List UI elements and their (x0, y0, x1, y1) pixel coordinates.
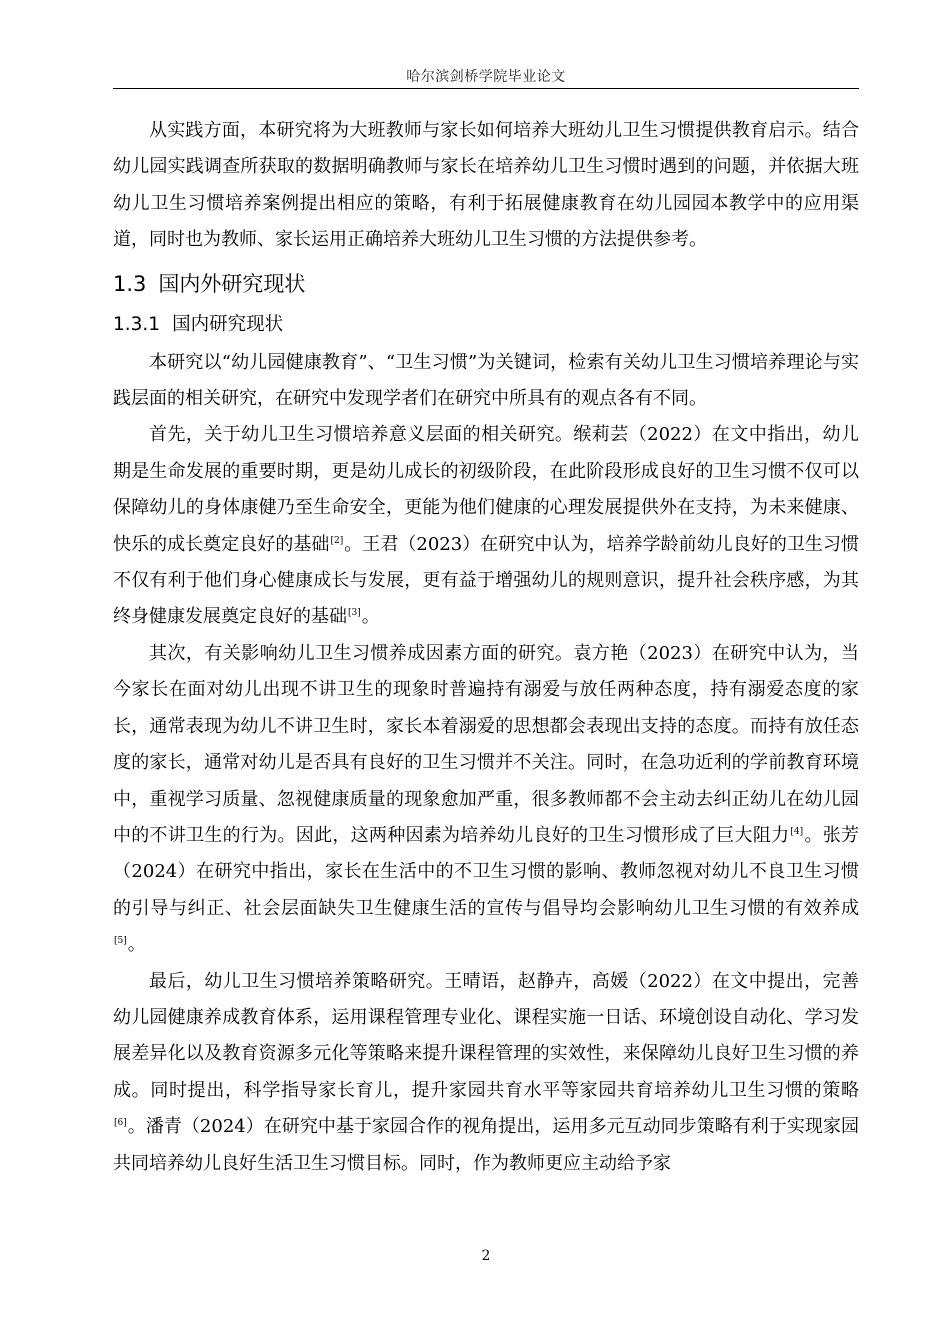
paragraph-text: 其次，有关影响幼儿卫生习惯养成因素方面的研究。袁方艳（2023）在研究中认为，当今家长在面对幼儿出现不讲卫生的现象时普遍持有溺爱与放任两种态度，持有溺爱态度的家长，通常表现为幼儿不讲卫生时，家长本着溺爱的思想都会表现出支持的态度。而持有放任态度的家长，通常对幼儿是否具有良好的卫生习惯并不关注。同时，在急功近利的学前教育环境中，重视学习质量、忽视健康质量的现象愈加严重，很多教师都不会主动去纠正幼儿在幼儿园中的不讲卫生的行为。因此，这两种因素为培养幼儿良好的卫生习惯形成了巨大阻力 (113, 642, 859, 846)
paragraph-first (113, 417, 859, 635)
header-rule (113, 88, 859, 89)
paragraph-practice: 从实践方面，本研究将为大班教师与家长如何培养大班幼儿卫生习惯提供教育启示。结合幼儿园实践调查所获取的数据明确教师与家长在培养幼儿卫生习惯时遇到的问题，并依据大班幼儿卫生习惯培养案例提出相应的策略，有利于拓展健康教育在幼儿园园本教学中的应用渠道，同时也为教师、家长运用正确培养大班幼儿卫生习惯的方法提供参考。 (113, 120, 859, 251)
paragraph-text: 。张芳（2024）在研究中指出，家长在生活中的不卫生习惯的影响、教师忽视对幼儿不良卫生习惯的引导与纠正、社会层面缺失卫生健康生活的宣传与倡导均会影响幼儿卫生习惯的有效养成 (113, 824, 859, 919)
paragraph-last (113, 964, 859, 1182)
paragraph-text: 。潘青（2024）在研究中基于家园合作的视角提出，运用多元互动同步策略有利于实现家园共同培养幼儿良好生活卫生习惯目标。同时，作为教师更应主动给予家 (113, 1116, 859, 1174)
citation-6: [6] (114, 1118, 127, 1129)
section-title: 国内外研究现状 (158, 271, 306, 296)
citation-2: [2] (330, 535, 344, 546)
page-body (113, 113, 859, 1182)
paragraph-text: 最后，幼儿卫生习惯培养策略研究。王晴语，赵静卉，高媛（2022）在文中提出，完善幼儿园健康养成教育体系，运用课程管理专业化、课程实施一日话、环境创设自动化、学习发展差异化以及教育资源多元化等策略来提升课程管理的实效性，来保障幼儿良好卫生习惯的养成。同时提出，科学指导家长育儿，提升家园共育水平等家园共育培养幼儿卫生习惯的策略 (113, 970, 859, 1101)
page-number: 2 (481, 1248, 491, 1264)
citation-4: [4] (790, 826, 804, 837)
paragraph-text: 。 (361, 606, 380, 628)
subsection-heading-1-3-1 (113, 305, 859, 345)
paragraph-text: 。王君（2023）在研究中认为，培养学龄前幼儿良好的卫生习惯不仅有利于他们身心健康成长与发展，更有益于增强幼儿的规则意识，提升社会秩序感，为其终身健康发展奠定良好的基础 (113, 533, 860, 628)
subsection-number: 1.3.1 (113, 313, 161, 335)
section-number: 1.3 (113, 271, 147, 296)
paragraph-second (113, 636, 859, 964)
citation-3: [3] (348, 608, 361, 619)
paragraph-intro: 本研究以“幼儿园健康教育”、“卫生习惯”为关键词，检索有关幼儿卫生习惯培养理论与实践层面的相关研究，在研究中发现学者们在研究中所具有的观点各有不同。 (113, 351, 859, 410)
citation-5: [5] (114, 936, 127, 947)
paragraph-text: 。 (127, 934, 146, 956)
running-header: 哈尔滨剑桥学院毕业论文 (406, 69, 566, 85)
paragraph-text: 首先，关于幼儿卫生习惯培养意义层面的相关研究。缑莉芸（2022）在文中指出，幼儿期是生命发展的重要时期，更是幼儿成长的初级阶段，在此阶段形成良好的卫生习惯不仅可以保障幼儿的身体康健乃至生命安全，更能为他们健康的心理发展提供外在支持，为未来健康、快乐的成长奠定良好的基础 (113, 424, 859, 555)
section-heading-1-3 (113, 264, 859, 304)
subsection-title: 国内研究现状 (172, 313, 284, 335)
